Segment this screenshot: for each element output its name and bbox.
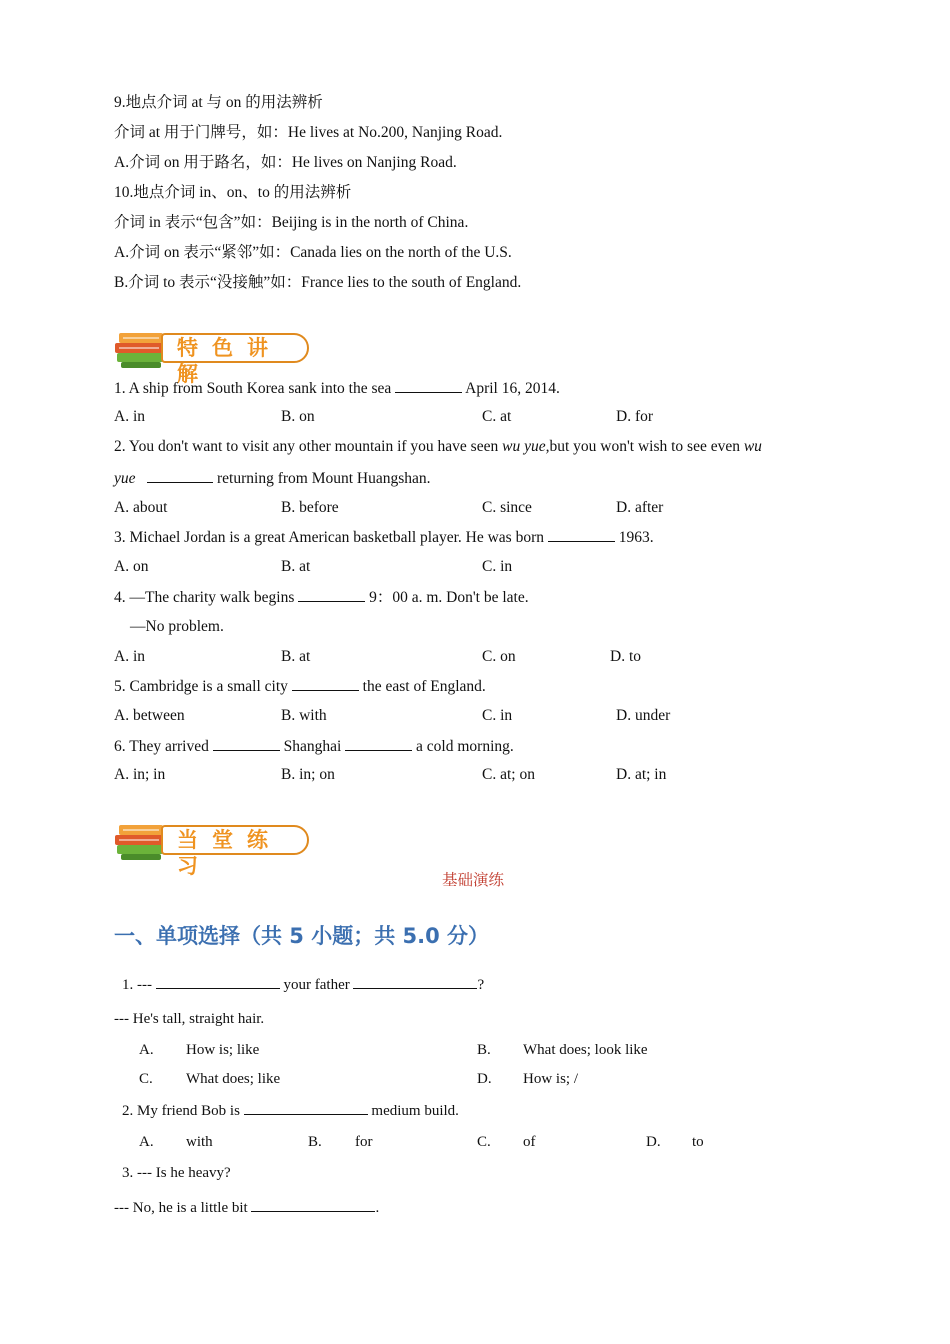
option-letter: B. bbox=[477, 1042, 491, 1058]
practice-q1: 1. --- your father ? bbox=[122, 974, 484, 995]
featured-q4-reply: —No problem. bbox=[130, 618, 224, 635]
option[interactable]: C. since bbox=[482, 499, 532, 516]
option[interactable]: D. at; in bbox=[616, 766, 667, 783]
note-line-6: A.介词 on 表示“紧邻”如：Canada lies on the north of the U.S. bbox=[114, 244, 512, 261]
option[interactable]: B. before bbox=[281, 499, 339, 516]
option-letter: C. bbox=[477, 1134, 491, 1150]
featured-q5: 5. Cambridge is a small city the east of England. bbox=[114, 678, 486, 695]
option[interactable]: C. on bbox=[482, 648, 516, 665]
option[interactable]: B. with bbox=[281, 707, 327, 724]
option[interactable]: What does; like bbox=[186, 1071, 281, 1087]
option[interactable]: with bbox=[186, 1134, 213, 1150]
option-letter: D. bbox=[477, 1071, 492, 1087]
note-line-7: B.介词 to 表示“没接触”如：France lies to the south of England. bbox=[114, 274, 522, 291]
option[interactable]: to bbox=[692, 1134, 704, 1150]
option[interactable]: for bbox=[355, 1134, 373, 1150]
badge-label: 特色讲解 bbox=[161, 333, 309, 363]
featured-q4: 4. —The charity walk begins 9：00 a. m. Don't be late. bbox=[114, 589, 529, 606]
sub-title: 基础演练 bbox=[442, 872, 505, 889]
option[interactable]: B. in; on bbox=[281, 766, 335, 783]
option[interactable]: D. after bbox=[616, 499, 664, 516]
option[interactable]: D. to bbox=[610, 648, 641, 665]
option-letter: D. bbox=[646, 1134, 661, 1150]
option[interactable]: How is; / bbox=[523, 1071, 579, 1087]
featured-q3: 3. Michael Jordan is a great American basketball player. He was born 1963. bbox=[114, 529, 654, 546]
option[interactable]: C. in bbox=[482, 707, 513, 724]
featured-q2-line2: yue returning from Mount Huangshan. bbox=[114, 470, 431, 487]
option[interactable]: What does; look like bbox=[523, 1042, 648, 1058]
note-line-1: 9.地点介词 at 与 on 的用法辨析 bbox=[114, 94, 323, 111]
practice-q3-reply: --- No, he is a little bit . bbox=[114, 1197, 379, 1218]
option[interactable]: C. at bbox=[482, 408, 512, 425]
option-letter: B. bbox=[308, 1134, 322, 1150]
practice-q1-reply: --- He's tall, straight hair. bbox=[114, 1011, 265, 1027]
option[interactable]: A. in bbox=[114, 408, 145, 425]
option[interactable]: D. under bbox=[616, 707, 671, 724]
note-line-5: 介词 in 表示“包含”如：Beijing is in the north of China. bbox=[114, 214, 469, 231]
option[interactable]: A. on bbox=[114, 558, 149, 575]
option-letter: A. bbox=[139, 1042, 154, 1058]
option[interactable]: B. on bbox=[281, 408, 315, 425]
section-badge-practice bbox=[113, 817, 313, 878]
option[interactable]: A. in; in bbox=[114, 766, 166, 783]
option-letter: A. bbox=[139, 1134, 154, 1150]
option[interactable]: A. in bbox=[114, 648, 145, 665]
option[interactable]: C. at; on bbox=[482, 766, 535, 783]
option[interactable]: A. between bbox=[114, 707, 185, 724]
section-heading: 一、单项选择（共 5 小题；共 5.0 分） bbox=[114, 924, 490, 948]
section-badge-featured bbox=[113, 325, 313, 386]
option[interactable]: B. at bbox=[281, 648, 311, 665]
option[interactable]: A. about bbox=[114, 499, 168, 516]
option[interactable]: B. at bbox=[281, 558, 311, 575]
option[interactable]: D. for bbox=[616, 408, 654, 425]
practice-q3: 3. --- Is he heavy? bbox=[122, 1165, 231, 1181]
option[interactable]: C. in bbox=[482, 558, 513, 575]
option[interactable]: How is; like bbox=[186, 1042, 260, 1058]
featured-q6: 6. They arrived Shanghai a cold morning. bbox=[114, 738, 514, 755]
option-letter: C. bbox=[139, 1071, 153, 1087]
note-line-3: A.介词 on 用于路名，如：He lives on Nanjing Road. bbox=[114, 154, 457, 171]
practice-q2: 2. My friend Bob is medium build. bbox=[122, 1100, 459, 1121]
option[interactable]: of bbox=[523, 1134, 536, 1150]
featured-q2-line1: 2. You don't want to visit any other mountain if you have seen wu yue,but you won't wish to see even wu bbox=[114, 438, 762, 455]
note-line-4: 10.地点介词 in、on、to 的用法辨析 bbox=[114, 184, 352, 201]
note-line-2: 介词 at 用于门牌号，如：He lives at No.200, Nanjing Road. bbox=[114, 124, 503, 141]
featured-q1: 1. A ship from South Korea sank into the sea April 16, 2014. bbox=[114, 380, 560, 397]
badge-label: 当堂练习 bbox=[161, 825, 309, 855]
